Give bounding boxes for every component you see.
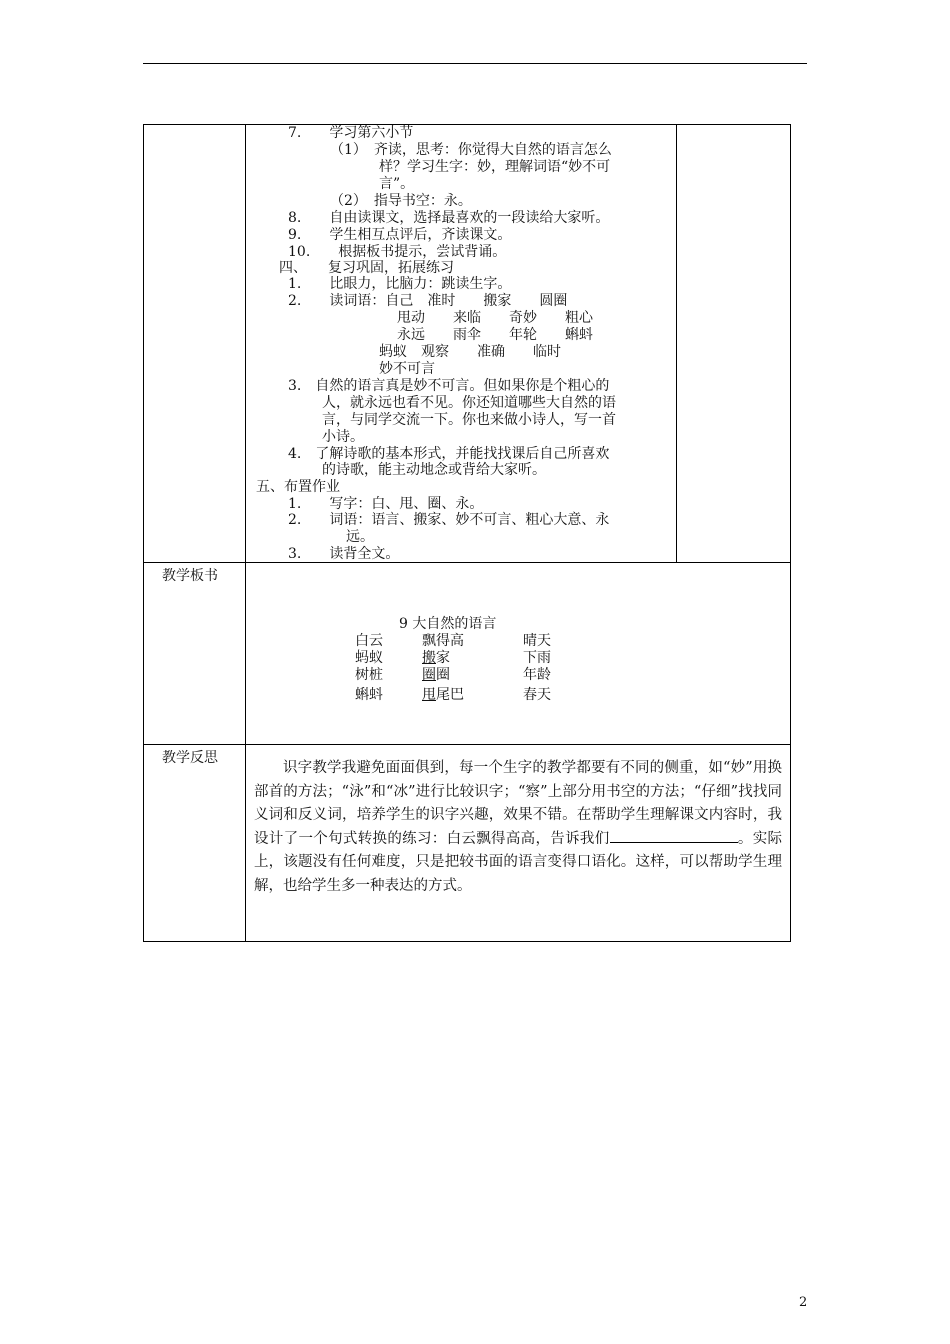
board-title: 9 大自然的语言 xyxy=(399,616,497,632)
table-row-divider xyxy=(143,744,790,745)
board-word: 白云 xyxy=(355,633,383,649)
process-line: 四、 复习巩固，拓展练习 xyxy=(279,260,454,276)
board-word xyxy=(422,650,450,666)
board-word xyxy=(422,687,464,703)
process-line: 甩动 来临 奇妙 粗心 xyxy=(397,310,593,326)
process-line: 言，与同学交流一下。你也来做小诗人，写一首 xyxy=(322,412,616,428)
board-word-rest: 尾巴 xyxy=(436,687,464,703)
process-line: （1） 齐读，思考：你觉得大自然的语言怎么 xyxy=(330,142,612,158)
process-line: 10. 根据板书提示，尝试背诵。 xyxy=(288,244,507,260)
process-line: 远。 xyxy=(346,529,374,545)
process-line: 3. 读背全文。 xyxy=(288,546,400,562)
table-row-divider xyxy=(143,562,790,563)
board-label: 教学板书 xyxy=(162,568,218,584)
board-word-underlined: 甩 xyxy=(422,687,436,703)
header-rule xyxy=(143,63,807,64)
process-line: 蚂蚁 观察 准确 临时 xyxy=(379,344,561,360)
process-line: 2. 词语：语言、搬家、妙不可言、粗心大意、永 xyxy=(288,512,610,528)
process-line: 1. 比眼力，比脑力：跳读生字。 xyxy=(288,276,512,292)
table-col-divider-right xyxy=(676,124,677,562)
board-word: 晴天 xyxy=(523,633,551,649)
process-line: 样？学习生字：妙，理解词语“妙不可 xyxy=(379,159,611,175)
process-line: 1. 写字：白、甩、圈、永。 xyxy=(288,496,484,512)
fill-blank xyxy=(610,829,738,843)
process-line: 3. 自然的语言真是妙不可言。但如果你是个粗心的 xyxy=(288,378,610,394)
process-line: 言”。 xyxy=(379,176,415,192)
process-line: 五、布置作业 xyxy=(256,479,340,495)
process-line: 8. 自由读课文，选择最喜欢的一段读给大家听。 xyxy=(288,210,610,226)
board-word: 年龄 xyxy=(523,667,551,683)
process-line: 妙不可言 xyxy=(379,361,435,377)
board-word-rest: 家 xyxy=(436,650,450,666)
reflection-text-part: 。实际上，该题没有任何难度，只是把较书面的语言变得口语化。这样，可以帮助学生理解，也给学生多一种表达的方式。 xyxy=(254,830,783,894)
board-word: 树桩 xyxy=(355,667,383,683)
reflection-text-part: 识字教学我避免面面俱到，每一个生字的教学都要有不同的侧重，如“妙”用换部首的方法；“泳”和“冰”进行比较识字；“察”上部分用书空的方法；“仔细”找找同义词和反义词，培养学生的识字兴趣，效果不错。在帮助学生理解课文内容时，我设计了一个句式转换的练习：白云飘得高高，告诉我们 xyxy=(254,760,782,847)
reflection-text xyxy=(254,757,782,898)
process-line: 永远 雨伞 年轮 蝌蚪 xyxy=(397,327,593,343)
process-line: 4. 了解诗歌的基本形式，并能找找课后自己所喜欢 xyxy=(288,446,610,462)
process-line: 的诗歌，能主动地念或背给大家听。 xyxy=(322,462,546,478)
process-line: 9. 学生相互点评后，齐读课文。 xyxy=(288,227,512,243)
page-number: 2 xyxy=(799,1295,808,1310)
process-line: 小诗。 xyxy=(322,429,364,445)
process-line: （2） 指导书空：永。 xyxy=(330,193,472,209)
board-word: 蚂蚁 xyxy=(355,650,383,666)
reflection-paragraph xyxy=(254,757,782,898)
board-word: 蝌蚪 xyxy=(355,687,383,703)
board-word-underlined: 搬 xyxy=(422,650,436,666)
process-line: 2. 读词语：自己 准时 搬家 圆圈 xyxy=(288,293,568,309)
process-line: 7. 学习第六小节 xyxy=(288,125,414,141)
process-line: 人，就永远也看不见。你还知道哪些大自然的语 xyxy=(322,395,616,411)
board-word: 飘得高 xyxy=(422,633,464,649)
board-word: 下雨 xyxy=(523,650,551,666)
reflection-label: 教学反思 xyxy=(162,750,218,766)
table-col-divider xyxy=(245,124,246,941)
board-word-rest: 圈 xyxy=(436,667,450,683)
board-word-underlined: 圈 xyxy=(422,667,436,683)
board-word: 春天 xyxy=(523,687,551,703)
board-word xyxy=(422,667,450,683)
